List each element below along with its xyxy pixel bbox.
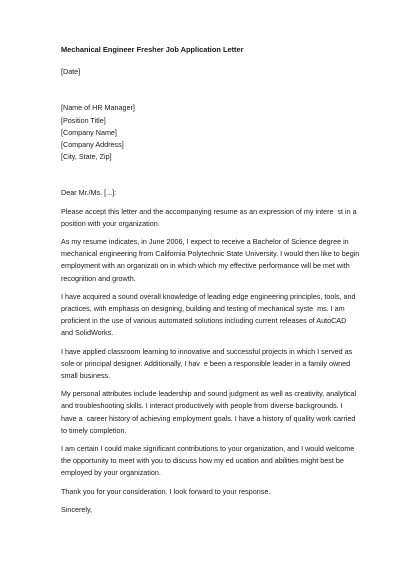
- paragraph-line: the opportunity to meet with you to discuss how my ed ucation and abilities might best be: [61, 456, 344, 466]
- paragraph-line: I am certain I could make significant contributions to your organization, and I would welcome: [61, 444, 355, 454]
- paragraph-line: mechanical engineering from California Polytechnic State University. I would then like to begin: [61, 249, 360, 259]
- paragraph-line: Thank you for your consideration. I look forward to your response.: [61, 486, 271, 496]
- paragraph-line: proficient in the use of various automated solutions including current releases of AutoCAD: [61, 316, 347, 326]
- paragraph-line: Please accept this letter and the accompanying resume as an expression of my intere st in a: [61, 206, 357, 216]
- paragraph-thanks: [61, 486, 373, 498]
- recipient-name: [Name of HR Manager]: [61, 103, 135, 113]
- paragraph-line: I have acquired a sound overall knowledge of leading edge engineering principles, tools, and: [61, 291, 356, 301]
- paragraph-line: I have applied classroom learning to innovative and successful projects in which I served as: [61, 346, 353, 356]
- paragraph-line: sole or principal designer. Additionally, I hav e been a responsible leader in a family owned: [61, 358, 351, 368]
- paragraph-line: recognition and growth.: [61, 273, 136, 283]
- recipient-city-state-zip: [City, State, Zip]: [61, 152, 112, 162]
- date-line: [Date]: [61, 67, 81, 77]
- paragraph-contribution: [61, 443, 373, 480]
- letter-body: [61, 44, 373, 516]
- paragraph-line: and SolidWorks.: [61, 328, 114, 338]
- recipient-position: [Position Title]: [61, 115, 106, 125]
- salutation: Dear Mr./Ms. [...]:: [61, 188, 117, 198]
- paragraph-line: practices, with emphasis on designing, building and testing of mechanical syste ms. I am: [61, 304, 345, 314]
- paragraph-attributes: [61, 388, 373, 437]
- closing: Sincerely,: [61, 504, 93, 514]
- recipient-block: [61, 102, 373, 163]
- paragraph-line: employment with an organizati on in which which my effective performance will be met with: [61, 261, 350, 271]
- paragraph-line: to timely completion.: [61, 425, 127, 435]
- paragraph-line: As my resume indicates, in June 2006, I expect to receive a Bachelor of Science degree in: [61, 237, 349, 247]
- paragraph-projects: [61, 346, 373, 383]
- recipient-address: [Company Address]: [61, 140, 124, 150]
- paragraph-line: small business.: [61, 371, 111, 381]
- recipient-company: [Company Name]: [61, 127, 117, 137]
- paragraph-line: and troubleshooting skills. I interact productively with people from diverse backgrounds. I: [61, 401, 343, 411]
- paragraph-intro: [61, 206, 373, 230]
- paragraph-skills: [61, 291, 373, 340]
- paragraph-line: position with your organization.: [61, 218, 160, 228]
- paragraph-line: employed by your organization.: [61, 468, 161, 478]
- paragraph-line: have a career history of achieving employment goals. I have a history of quality work carried: [61, 413, 356, 423]
- letter-title: Mechanical Engineer Fresher Job Application Letter: [61, 45, 244, 54]
- paragraph-line: My personal attributes include leadership and sound judgment as well as creativity, analytical: [61, 389, 357, 399]
- paragraph-education: [61, 236, 373, 285]
